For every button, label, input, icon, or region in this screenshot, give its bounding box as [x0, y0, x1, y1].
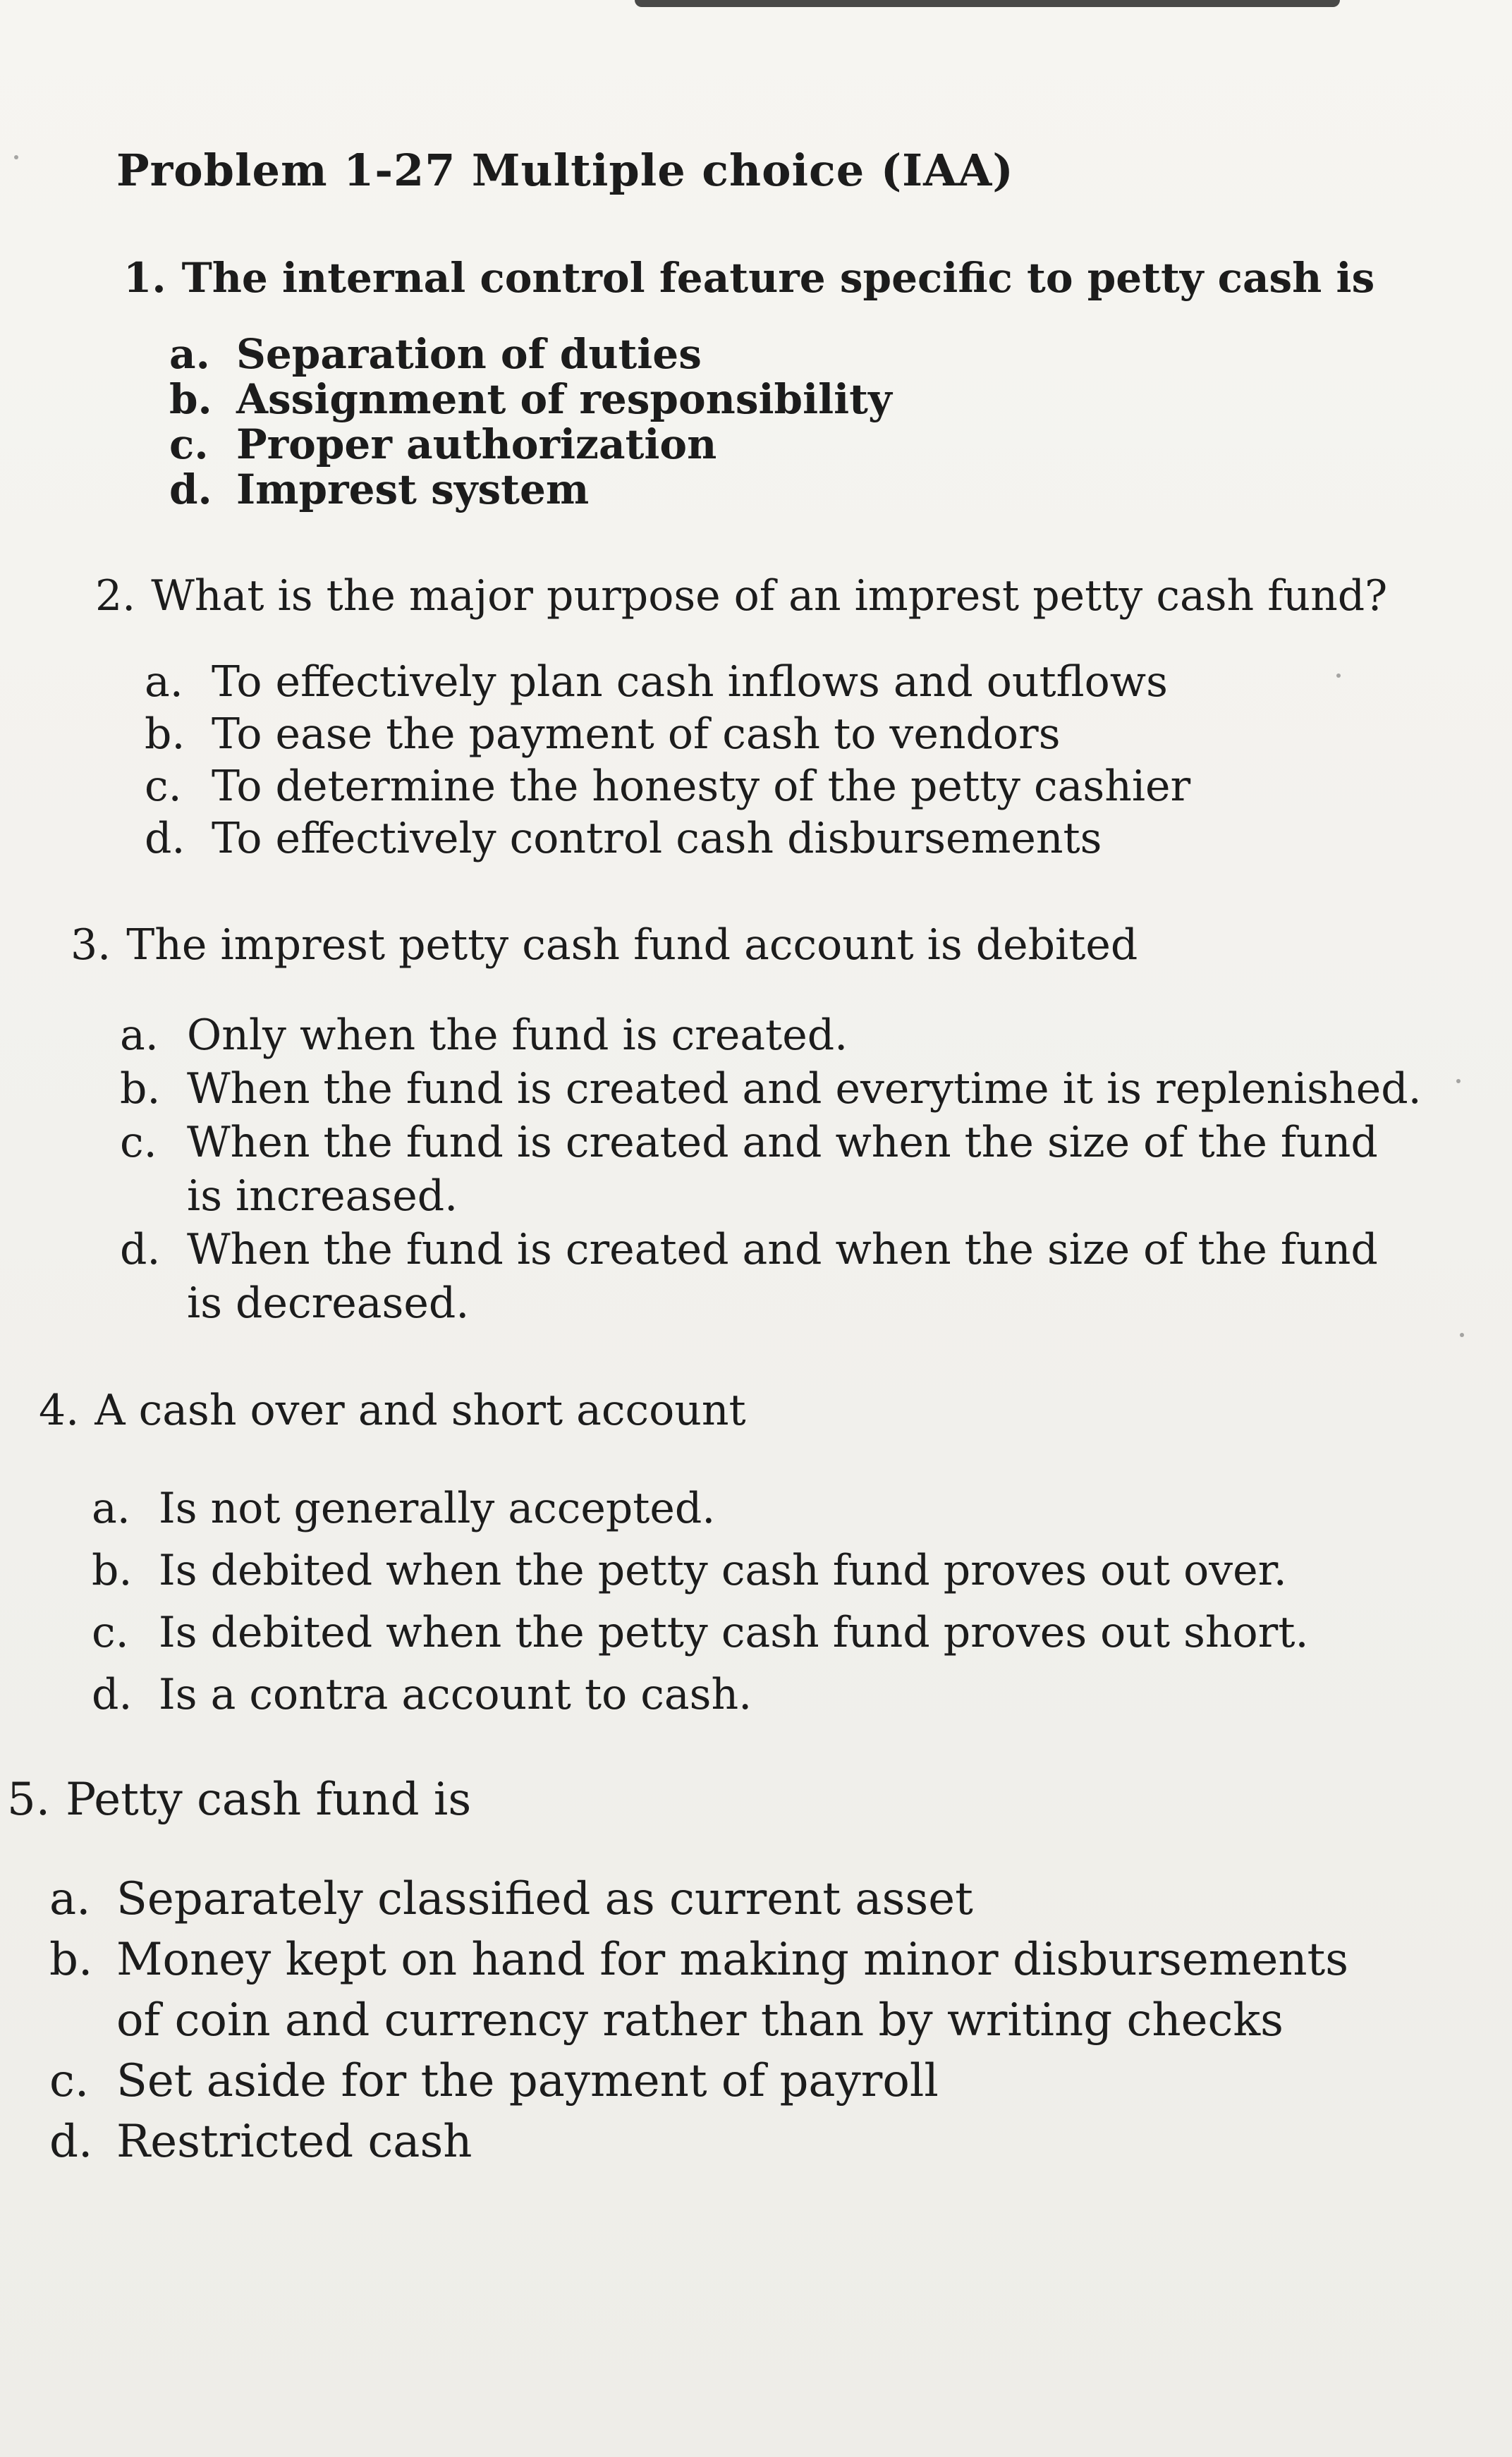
option-text: Is not generally accepted.	[159, 1484, 716, 1533]
option-text: Separation of duties	[236, 330, 702, 378]
question-text: The imprest petty cash fund account is debited	[126, 920, 1138, 970]
option-text: When the fund is created and when the size of the fund is increased.	[187, 1118, 1378, 1221]
option-text: Imprest system	[236, 465, 590, 513]
paper-speck	[1456, 1079, 1461, 1083]
option-text: To effectively plan cash inflows and outflows	[212, 657, 1168, 707]
question-number: 3.	[71, 920, 111, 970]
option-d	[49, 2111, 1348, 2172]
question-1	[123, 254, 1374, 302]
option-letter: a.	[145, 657, 183, 707]
option-letter: b.	[120, 1064, 161, 1114]
option-a	[92, 1477, 1309, 1540]
option-text: Is debited when the petty cash fund proves out over.	[159, 1546, 1287, 1595]
option-b	[92, 1540, 1309, 1602]
paper-speck	[1336, 673, 1341, 678]
option-c	[145, 760, 1190, 812]
option-letter: d.	[120, 1225, 161, 1274]
option-c	[92, 1602, 1309, 1664]
option-letter: c.	[120, 1118, 157, 1167]
option-a	[145, 656, 1190, 708]
question-number: 2.	[95, 571, 136, 621]
option-text: Restricted cash	[116, 2116, 472, 2168]
question-number: 5.	[7, 1774, 51, 1826]
question-text: A cash over and short account	[94, 1386, 746, 1435]
question-2	[95, 571, 1387, 621]
page-edge-shadow	[635, 0, 1340, 7]
option-a	[169, 331, 892, 377]
option-text: When the fund is created and when the size of the fund is decreased.	[187, 1225, 1378, 1328]
option-letter: a.	[92, 1484, 130, 1533]
option-c	[49, 2051, 1348, 2111]
question-2-options	[145, 656, 1190, 865]
option-letter: a.	[49, 1873, 91, 1925]
question-text: The internal control feature specific to petty cash is	[181, 254, 1375, 302]
option-text: Separately classified as current asset	[116, 1873, 973, 1925]
question-number: 1.	[123, 254, 166, 302]
option-a	[49, 1869, 1348, 1929]
option-text: Is debited when the petty cash fund proves out short.	[159, 1608, 1309, 1657]
option-d	[120, 1223, 1422, 1330]
option-text: Is a contra account to cash.	[159, 1670, 752, 1719]
option-b	[120, 1062, 1422, 1116]
option-letter: c.	[49, 2055, 90, 2107]
option-b	[49, 1929, 1348, 2051]
option-letter: d.	[145, 814, 185, 863]
question-5-options	[49, 1869, 1348, 2172]
option-text: To effectively control cash disbursements	[212, 814, 1102, 863]
option-text: To ease the payment of cash to vendors	[212, 709, 1061, 759]
option-text: Proper authorization	[236, 420, 717, 468]
question-1-options	[169, 331, 892, 512]
option-letter: c.	[92, 1608, 129, 1657]
option-letter: d.	[49, 2116, 93, 2168]
option-text: To determine the honesty of the petty cashier	[212, 762, 1191, 811]
option-c	[169, 422, 892, 467]
option-text: When the fund is created and everytime it is replenished.	[187, 1064, 1422, 1114]
option-letter: a.	[120, 1011, 159, 1060]
option-letter: d.	[92, 1670, 133, 1719]
option-text: Set aside for the payment of payroll	[116, 2055, 939, 2107]
question-number: 4.	[39, 1386, 80, 1435]
problem-title: Problem 1-27 Multiple choice (IAA)	[116, 145, 1014, 196]
option-letter: c.	[145, 762, 182, 811]
option-text: Money kept on hand for making minor disbursements of coin and currency rather than by writing checks	[116, 1934, 1349, 2047]
paper-speck	[14, 155, 18, 159]
option-d	[145, 812, 1190, 865]
question-3	[71, 920, 1138, 970]
option-d	[169, 467, 892, 512]
option-text: Only when the fund is created.	[187, 1011, 848, 1060]
option-c	[120, 1116, 1422, 1223]
question-4	[39, 1386, 746, 1435]
option-letter: a.	[169, 330, 210, 378]
question-text: What is the major purpose of an imprest petty cash fund?	[151, 571, 1388, 621]
option-a	[120, 1008, 1422, 1062]
question-4-options	[92, 1477, 1309, 1726]
paper-speck	[1460, 1333, 1464, 1337]
question-text: Petty cash fund is	[66, 1774, 472, 1826]
option-letter: b.	[92, 1546, 133, 1595]
option-b	[169, 377, 892, 422]
option-letter: d.	[169, 465, 212, 513]
option-letter: b.	[49, 1934, 93, 1986]
question-3-options	[120, 1008, 1422, 1330]
option-text: Assignment of responsibility	[236, 375, 892, 423]
option-letter: b.	[169, 375, 212, 423]
question-5	[7, 1774, 471, 1826]
option-b	[145, 708, 1190, 760]
option-letter: b.	[145, 709, 185, 759]
option-d	[92, 1664, 1309, 1726]
option-letter: c.	[169, 420, 209, 468]
